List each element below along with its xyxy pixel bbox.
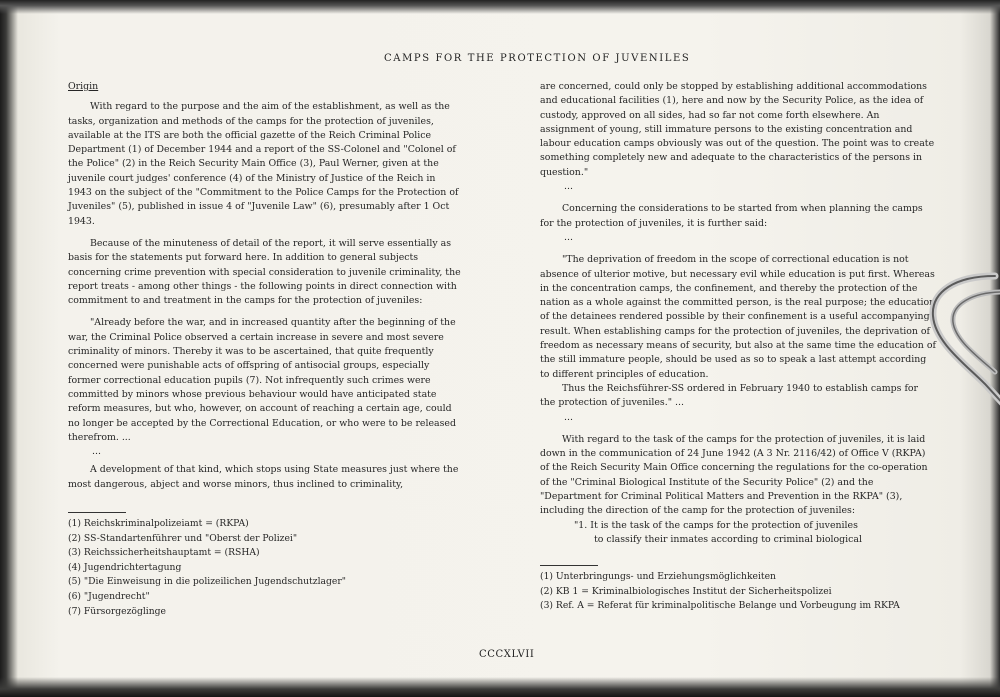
footnote: (5) "Die Einweisung in die polizeilichen Jugendschutzlager" xyxy=(68,576,346,588)
footnote-rule xyxy=(68,512,126,513)
footnote-rule xyxy=(540,565,598,566)
right-paragraph-5: With regard to the task of the camps for the protection of juveniles, it is laid down in the communication of 24 June 1942 (A 3 Nr. 2116/42) of Office V (RKPA) of the Reich Security Main Office concerning the regulations for the co-operation of the "Criminal Biological Institute of the Security Police" (2) and the "Department for Criminal Political Matters and Prevention in the RKPA" (3), including the direction of the camp for the protection of juveniles: xyxy=(540,433,928,517)
left-quote-paragraph: "Already before the war, and in increased quantity after the beginning of the war, the Criminal Police observed a certain increase in severe and most severe criminality of minors. Thereby it was to be ascertained, that quite frequently concerned were punishable acts of offspring of antisocial groups, especially former correctional education pupils (7). Not infrequently such crimes were committed by minors whose previous behaviour would have anticipated state reform measures, but who, however, on account of reaching a certain age, could no longer be accepted by the Correctional Education, or who were to be released therefrom. ... xyxy=(68,317,456,443)
left-column xyxy=(68,80,461,619)
footnote: (7) Fürsorgezöglinge xyxy=(68,605,166,617)
ellipsis: ... xyxy=(564,411,573,423)
right-footnotes xyxy=(540,570,936,614)
page-top-edge xyxy=(0,0,1000,14)
page-bottom-edge xyxy=(0,677,1000,697)
left-footnotes xyxy=(68,517,461,619)
right-paragraph-4: Thus the Reichsführer-SS ordered in February 1940 to establish camps for the protection of juveniles." ... xyxy=(540,382,919,409)
quote-line-2: to classify their inmates according to criminal biological xyxy=(594,533,863,545)
ellipsis: ... xyxy=(564,181,573,193)
footnote: (3) Reichssicherheitshauptamt = (RSHA) xyxy=(68,547,260,559)
right-column xyxy=(540,80,936,614)
footnote: (4) Jugendrichtertagung xyxy=(68,561,182,573)
footnote: (1) Reichskriminalpolizeiamt = (RKPA) xyxy=(68,518,249,530)
footnote: (3) Ref. A = Referat für kriminalpolitische Belange und Vorbeugung im RKPA xyxy=(540,600,900,612)
right-quote-paragraph: "The deprivation of freedom in the scope of correctional education is not absence of ulterior motive, but necessary evil while education is put first. Whereas in the concentration camps, the confinement, and thereby the protection of the nation as a whole against the committed person, is the real purpose; the education of the detainees rendered possible by their confinement is a useful accompanying result. When establishing camps for the protection of juveniles, the deprivation of freedom as necessary means of security, but also at the same time the education of the still immature people, should be used as so to speak a last attempt according to different principles of education. xyxy=(540,254,936,380)
section-heading-origin: Origin xyxy=(68,81,99,92)
page-header: CAMPS FOR THE PROTECTION OF JUVENILES xyxy=(384,53,691,64)
page-number: CCCXLVII xyxy=(479,649,535,660)
quote-line-1: "1. It is the task of the camps for the protection of juveniles xyxy=(574,519,858,531)
right-paragraph-1: are concerned, could only be stopped by establishing additional accommodations and educational facilities (1), here and now by the Security Police, as the idea of custody, approved on all sides, had so far not come forth elsewhere. An assignment of young, still immature persons to the existing concentration and labour education camps obviously was out of the question. The point was to create something completely new and adequate to the characteristics of the persons in question." xyxy=(540,81,935,178)
footnote: (2) KB 1 = Kriminalbiologisches Institut der Sicherheitspolizei xyxy=(540,585,832,597)
ellipsis: ... xyxy=(564,231,573,243)
left-paragraph-1: With regard to the purpose and the aim of the establishment, as well as the tasks, organization and methods of the camps for the protection of juveniles, available at the ITS are both the official gazette of the Reich Criminal Police Department (1) of December 1944 and a report of the SS-Colonel and "Colonel of the Police" (2) in the Reich Security Main Office (3), Paul Werner, given at the juvenile court judges' conference (4) of the Ministry of Justice of the Reich in 1943 on the subject of the "Commitment to the Police Camps for the Protection of Juveniles" (5), published in issue 4 of "Juvenile Law" (6), presumably after 1 Oct 1943. xyxy=(68,101,459,227)
right-paragraph-2: Concerning the considerations to be started from when planning the camps for the protection of juveniles, it is further said: xyxy=(540,203,923,229)
footnote: (2) SS-Standartenführer und "Oberst der Polizei" xyxy=(68,532,298,544)
footnote: (1) Unterbringungs- und Erziehungsmöglichkeiten xyxy=(540,571,776,583)
paper-clip-icon xyxy=(925,272,1000,432)
ellipsis: ... xyxy=(92,446,101,458)
footnote: (6) "Jugendrecht" xyxy=(68,590,150,602)
left-paragraph-4: A development of that kind, which stops using State measures just where the most dangerous, abject and worse minors, thus inclined to criminality, xyxy=(68,464,459,490)
left-paragraph-2: Because of the minuteness of detail of the report, it will serve essentially as basis for the statements put forward here. In addition to general subjects concerning crime prevention with special consideration to juvenile criminality, the report treats - among other things - the following points in direct connection with commitment to and treatment in the camps for the protection of juveniles: xyxy=(68,237,461,307)
